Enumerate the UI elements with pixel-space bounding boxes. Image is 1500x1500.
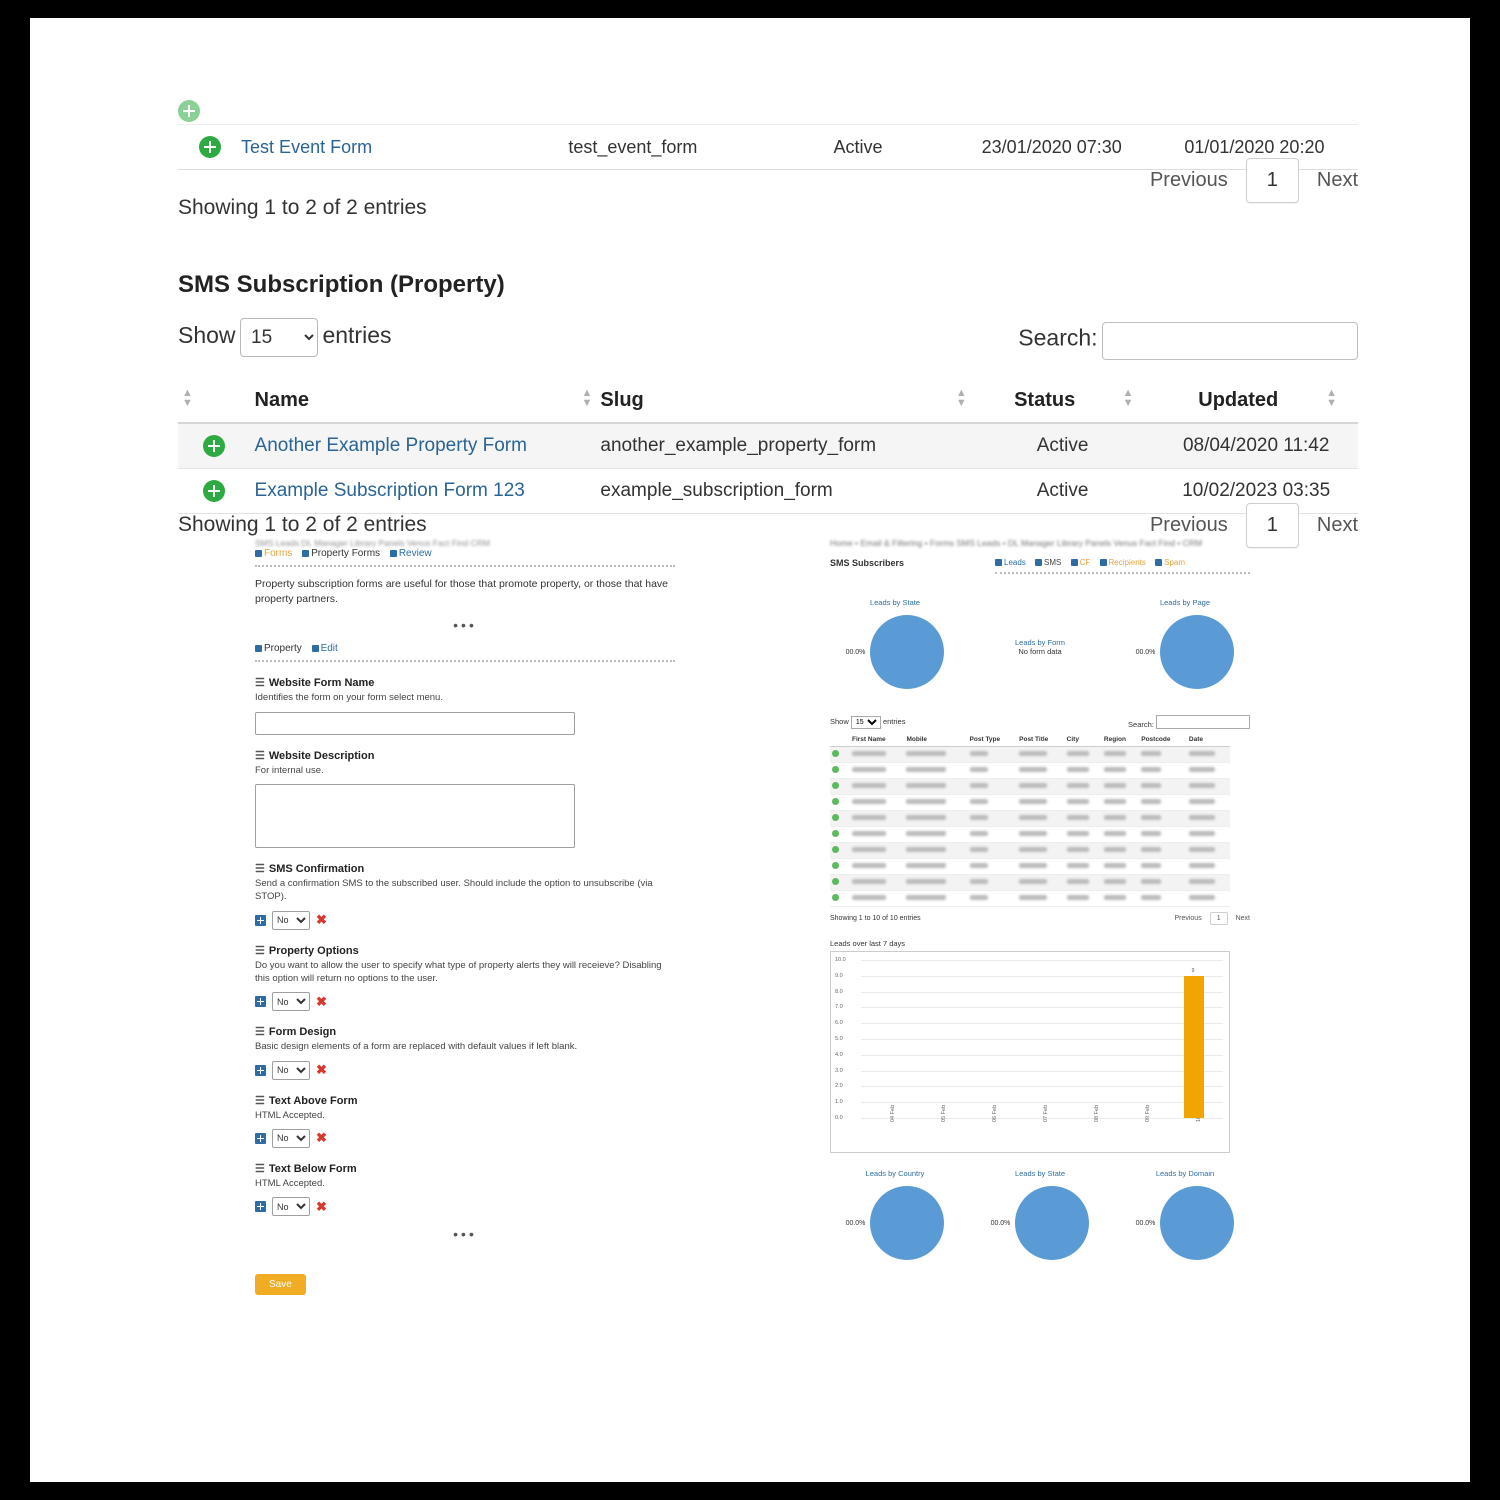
table-cell [1065,827,1102,843]
sms-subscribers-dashboard [830,538,1250,1260]
table-cell [1187,859,1230,875]
col-region[interactable]: Region [1102,733,1139,747]
table-cell [1139,811,1187,827]
expand-icon[interactable] [830,843,850,859]
y-axis-tick: 7.0 [835,1004,843,1011]
section-title: SMS Subscription (Property) [178,271,505,298]
table-controls [178,318,1358,368]
pie-chart [1015,1186,1089,1260]
table-cell [1102,779,1139,795]
table-cell [850,763,904,779]
donut-leads-by-form [985,598,1095,689]
table-header-row [830,733,1230,747]
table-cell [904,827,967,843]
donut-label: Leads by Page [1159,598,1211,607]
table-cell [1065,811,1102,827]
table-cell [968,763,1018,779]
breadcrumb [255,548,675,559]
field-label-property-options: ☰ Property Options [255,944,359,957]
col-first-name[interactable]: First Name [850,733,904,747]
table-cell [1017,795,1065,811]
table-cell [968,859,1018,875]
table-row[interactable] [830,827,1230,843]
text-below-form-select[interactable] [272,1197,310,1216]
col-post-title[interactable]: Post Title [1017,733,1065,747]
intro-text: Property subscription forms are useful for those that promote property, or those that have property partners. [255,578,669,606]
table-cell [850,811,904,827]
donut-sublabel: No form data [1018,647,1062,656]
previous-button[interactable]: Previous [1149,514,1228,536]
table-cell [1187,779,1230,795]
table-row[interactable] [830,747,1230,763]
table-cell [1102,843,1139,859]
entries-label: entries [322,322,392,348]
leads-page-size-select[interactable] [851,716,881,729]
table-row[interactable] [830,795,1230,811]
donut-value: 00.0% [845,648,866,656]
table-cell [968,747,1018,763]
breadcrumb-review[interactable]: Review [398,548,432,559]
y-axis-tick: 1.0 [835,1099,843,1106]
expand-icon[interactable] [830,795,850,811]
donut-leads-by-domain [1120,1169,1250,1260]
expand-icon[interactable] [830,811,850,827]
gridline [861,1007,1223,1008]
table-cell [1139,875,1187,891]
table-cell [1065,779,1102,795]
created-date: 01/01/2020 20:20 [1184,136,1325,157]
table-cell [1187,811,1230,827]
table-cell [1139,779,1187,795]
table-cell [1187,843,1230,859]
show-label: Show [178,322,236,348]
table-cell [1017,747,1065,763]
table-cell [904,763,967,779]
field-help-text-above-form: HTML Accepted. [255,1109,325,1121]
status-badge: Active [971,423,1155,469]
col-updated[interactable]: Updated [1154,378,1322,423]
previous-button[interactable]: Previous [1149,169,1228,191]
property-options-select[interactable] [272,992,310,1011]
field-label-form-design: ☰ Form Design [255,1026,337,1039]
updated-date: 23/01/2020 07:30 [981,136,1122,157]
form-name-link[interactable]: Test Event Form [241,136,373,157]
form-design-select[interactable] [272,1061,310,1080]
table-cell [1139,859,1187,875]
table-cell [968,779,1018,795]
col-status-sort[interactable]: ▲ ▼ [1119,378,1155,423]
donut-leads-by-country [830,1169,960,1260]
page-1-button[interactable]: 1 [1246,158,1299,203]
donut-label: Leads by State [1014,1169,1066,1178]
gridline [861,1023,1223,1024]
y-axis-tick: 4.0 [835,1051,843,1058]
table-cell [1017,763,1065,779]
text-above-form-row [255,1129,675,1148]
table-cell [1065,843,1102,859]
x-axis-tick: 04 Feb [890,1104,897,1122]
field-label-sms-confirmation: ☰ SMS Confirmation [255,863,365,876]
table-cell [1017,811,1065,827]
tab-recipients[interactable]: Recipients [1108,558,1146,567]
donut-value: 00.0% [845,1219,866,1227]
entries-summary: Showing 1 to 2 of 2 entries [178,196,427,219]
col-slug[interactable]: Slug [596,378,923,423]
add-icon[interactable] [255,1201,266,1212]
table-cell [968,795,1018,811]
save-button[interactable]: Save [255,1274,306,1295]
gridline [861,1071,1223,1072]
table-cell [1139,891,1187,907]
table-cell [1139,843,1187,859]
y-axis-tick: 8.0 [835,988,843,995]
gridline [861,1118,1223,1119]
add-icon[interactable] [255,1133,266,1144]
table-cell [1102,795,1139,811]
field-help-form-design: Basic design elements of a form are replaced with default values if left blank. [255,1041,578,1053]
col-expand[interactable] [830,733,850,747]
donut-value: 00.0% [1135,648,1156,656]
expand-icon[interactable] [830,747,850,763]
gridline [861,1102,1223,1103]
expand-icon[interactable] [178,423,251,469]
pie-chart [1160,615,1234,689]
expand-icon[interactable] [830,779,850,795]
expand-icon[interactable] [830,875,850,891]
gridline [861,1055,1223,1056]
table-cell [1187,891,1230,907]
y-axis-tick: 9.0 [835,972,843,979]
x-axis-tick: 08 Feb [1093,1104,1100,1122]
form-slug: test_event_form [568,136,698,157]
table-cell [1139,827,1187,843]
table-cell [904,779,967,795]
table-cell [968,875,1018,891]
tab-spam[interactable]: Spam [1164,558,1186,567]
col-slug-sort[interactable]: ▲ ▼ [924,378,971,423]
sms-subscription-table [178,378,1358,514]
entries-summary: Showing 1 to 2 of 2 entries [178,513,427,536]
ellipsis-2: ••• [453,1226,477,1243]
pagination [1150,158,1358,203]
pagination [1174,912,1250,925]
tab-sms[interactable]: SMS [1044,558,1062,567]
pie-chart [870,1186,944,1260]
expand-icon[interactable] [830,827,850,843]
table-cell [850,827,904,843]
remove-icon[interactable]: ✖ [316,993,327,1009]
table-cell [904,859,967,875]
table-row[interactable] [830,779,1230,795]
expand-icon[interactable] [178,469,251,514]
field-help-website-description: For internal use. [255,764,324,776]
y-axis-tick: 3.0 [835,1067,843,1074]
donut-leads-by-page [1120,598,1250,689]
leads-table [830,715,1250,925]
col-expand[interactable]: ▲ ▼ [178,378,251,423]
table-cell [1187,875,1230,891]
col-status[interactable]: Status [971,378,1119,423]
x-axis-tick: 09 Feb [1144,1104,1151,1122]
table-row[interactable] [830,891,1230,907]
search-label: Search: [1018,324,1098,351]
sms-confirmation-select[interactable] [272,911,310,930]
table-cell [1065,747,1102,763]
col-updated-sort[interactable]: ▲ ▼ [1322,378,1358,423]
table-cell [904,891,967,907]
col-name-sort[interactable]: ▲ ▼ [551,378,596,423]
table-cell [850,779,904,795]
table-cell [1187,827,1230,843]
add-icon[interactable] [255,1065,266,1076]
table-cell [1102,875,1139,891]
x-axis-tick: 07 Feb [1043,1104,1049,1122]
embedded-app-screenshot [30,518,1470,1482]
form-slug: another_example_property_form [596,423,970,469]
y-axis-tick: 10.0 [835,957,846,963]
table-row[interactable] [178,423,1358,469]
x-axis-tick: 05 Feb [941,1104,948,1122]
leads-table-grid [830,733,1230,907]
y-axis-tick: 2.0 [835,1083,843,1090]
remove-icon[interactable]: ✖ [316,1198,327,1214]
gridline [861,1039,1223,1040]
donut-label: Leads by State [869,598,921,607]
table-cell [1139,747,1187,763]
donut-value: 00.0% [1135,1219,1156,1227]
dashboard-top-nav: Home • Email & Filtering • Forms SMS Leads • DL Manager Library Panels Venus Fact Find • CRM [830,538,1203,548]
show-label: Show [830,716,849,726]
table-cell [1102,859,1139,875]
expand-icon[interactable] [830,859,850,875]
page-1-button[interactable]: 1 [1246,503,1299,548]
form-design-row [255,1061,675,1080]
table-cell [904,811,967,827]
table-row[interactable] [830,859,1230,875]
breadcrumb-forms[interactable]: Forms [264,548,293,559]
divider [255,565,675,567]
field-help-sms-confirmation: Send a confirmation SMS to the subscribed user. Should include the option to unsubscribe (via STOP). [255,878,653,903]
field-label-text-below-form: ☰ Text Below Form [255,1162,357,1175]
donut-leads-by-state [830,598,960,689]
dashboard-title: SMS Subscribers [830,558,905,568]
field-help-text-below-form: HTML Accepted. [255,1177,325,1189]
table-row[interactable] [830,763,1230,779]
table-cell [1017,859,1065,875]
dashboard-tabs [995,558,1250,567]
remove-icon[interactable]: ✖ [316,1130,327,1146]
status-badge: Active [833,136,883,157]
table-cell [1139,763,1187,779]
expand-icon[interactable] [178,136,241,158]
gridline [861,992,1223,993]
table-cell [1187,747,1230,763]
bar [1184,976,1204,1118]
col-city[interactable]: City [1065,733,1102,747]
table-cell [1102,827,1139,843]
entries-label: entries [882,716,906,726]
property-form-editor [255,538,675,1295]
table-row[interactable] [830,875,1230,891]
table-cell [1017,843,1065,859]
leads-search-input[interactable] [1156,715,1250,729]
col-postcode[interactable]: Postcode [1139,733,1187,747]
page-size-select[interactable] [240,318,318,357]
table-row[interactable] [830,843,1230,859]
table-cell [1065,875,1102,891]
table-cell [850,795,904,811]
table-cell [1065,859,1102,875]
table-cell [1102,811,1139,827]
field-label-text-above-form: ☰ Text Above Form [255,1094,358,1107]
donut-label: Leads by Form [1014,638,1066,647]
remove-icon[interactable]: ✖ [316,1062,327,1078]
table-cell [1017,891,1065,907]
table-cell [1102,747,1139,763]
status-badge: Active [971,469,1155,514]
search-label: Search: [1128,720,1154,729]
table-cell [1065,891,1102,907]
website-description-textarea[interactable] [255,784,575,848]
ellipsis-1: ••• [453,617,477,634]
app-page [30,18,1470,1482]
table-header-row [178,378,1358,423]
table-cell [850,843,904,859]
website-form-name-input[interactable] [255,712,575,735]
table-cell [850,875,904,891]
field-label-website-description: ☰ Website Description [255,749,375,762]
gridline [861,960,1223,961]
table-cell [904,875,967,891]
remove-icon[interactable]: ✖ [316,912,327,928]
pie-chart [1160,1186,1234,1260]
leads-bar-chart [830,939,1250,1153]
tab-leads[interactable]: Leads [1004,558,1026,567]
donut-label: Leads by Domain [1155,1169,1215,1178]
property-options-row [255,992,675,1011]
field-label-website-form-name: ☰ Website Form Name [255,677,375,690]
table-row-partial [178,98,1358,125]
table-cell [1017,875,1065,891]
next-button[interactable]: Next [1316,169,1358,191]
table-row[interactable] [830,811,1230,827]
text-below-form-row [255,1197,675,1216]
donut-leads-by-state-bottom [975,1169,1105,1260]
table-cell [968,891,1018,907]
table-cell [904,795,967,811]
table-cell [1102,891,1139,907]
col-post-type[interactable]: Post Type [968,733,1018,747]
add-icon[interactable] [255,915,266,926]
col-date[interactable]: Date [1187,733,1230,747]
field-help-property-options: Do you want to allow the user to specify what type of property alerts they will receieve? Disabling this option will return no options to the user. [255,959,662,984]
table-cell [850,747,904,763]
table-cell [904,843,967,859]
donut-label: Leads by Country [865,1169,925,1178]
chart-title: Leads over last 7 days [830,939,906,948]
event-forms-table [178,98,1358,220]
entries-summary: Showing 1 to 10 of 10 entries [830,915,921,922]
table-cell [1065,795,1102,811]
field-help-website-form-name: Identifies the form on your form select menu. [255,692,443,704]
breadcrumb-property-forms[interactable]: Property Forms [311,548,381,559]
table-cell [1017,827,1065,843]
previous-button[interactable]: Previous [1174,915,1202,922]
y-axis-tick: 6.0 [835,1020,843,1027]
table-cell [1102,763,1139,779]
pie-chart [870,615,944,689]
table-cell [850,859,904,875]
updated-date: 08/04/2020 11:42 [1154,423,1358,469]
divider [255,660,675,662]
table-cell [968,843,1018,859]
col-mobile[interactable]: Mobile [904,733,967,747]
form-slug: example_subscription_form [596,469,970,514]
add-icon[interactable] [255,996,266,1007]
table-cell [1017,779,1065,795]
form-name-link[interactable]: Example Subscription Form 123 [254,480,525,502]
y-axis-tick: 5.0 [835,1036,843,1042]
search-input[interactable] [1102,322,1358,360]
divider [995,572,1250,574]
expand-icon[interactable] [830,891,850,907]
table-cell [1187,763,1230,779]
table-cell [850,891,904,907]
donut-value: 00.0% [990,1219,1011,1227]
property-label: Property [264,643,302,655]
gridline [861,1086,1223,1087]
gridline [861,976,1223,977]
next-button[interactable]: Next [1316,514,1358,536]
table-cell [1187,795,1230,811]
x-axis-tick: 06 Feb [992,1104,999,1122]
col-name[interactable]: Name [251,378,552,423]
updated-date: 10/02/2023 03:35 [1154,469,1358,514]
table-cell [968,827,1018,843]
bar-value-label: 9 [1191,967,1195,974]
table-cell [904,747,967,763]
text-above-form-select[interactable] [272,1129,310,1148]
leads-table-controls [830,715,1250,729]
page-1-button[interactable]: 1 [1210,912,1228,925]
y-axis-tick: 0.0 [835,1115,843,1121]
property-section-header [255,643,675,654]
left-top-nav: SMS Leads DL Manager Library Panels Venus Fact Find CRM [255,538,490,548]
next-button[interactable]: Next [1235,915,1250,922]
table-cell [968,811,1018,827]
expand-icon[interactable] [178,100,200,122]
chart-canvas [830,951,1230,1153]
table-cell [1065,763,1102,779]
form-name-link[interactable]: Another Example Property Form [254,435,527,456]
expand-icon[interactable] [830,763,850,779]
edit-link[interactable]: Edit [320,643,338,655]
sms-confirmation-row [255,911,675,930]
tab-cf[interactable]: CF [1079,558,1091,567]
table-cell [1139,795,1187,811]
